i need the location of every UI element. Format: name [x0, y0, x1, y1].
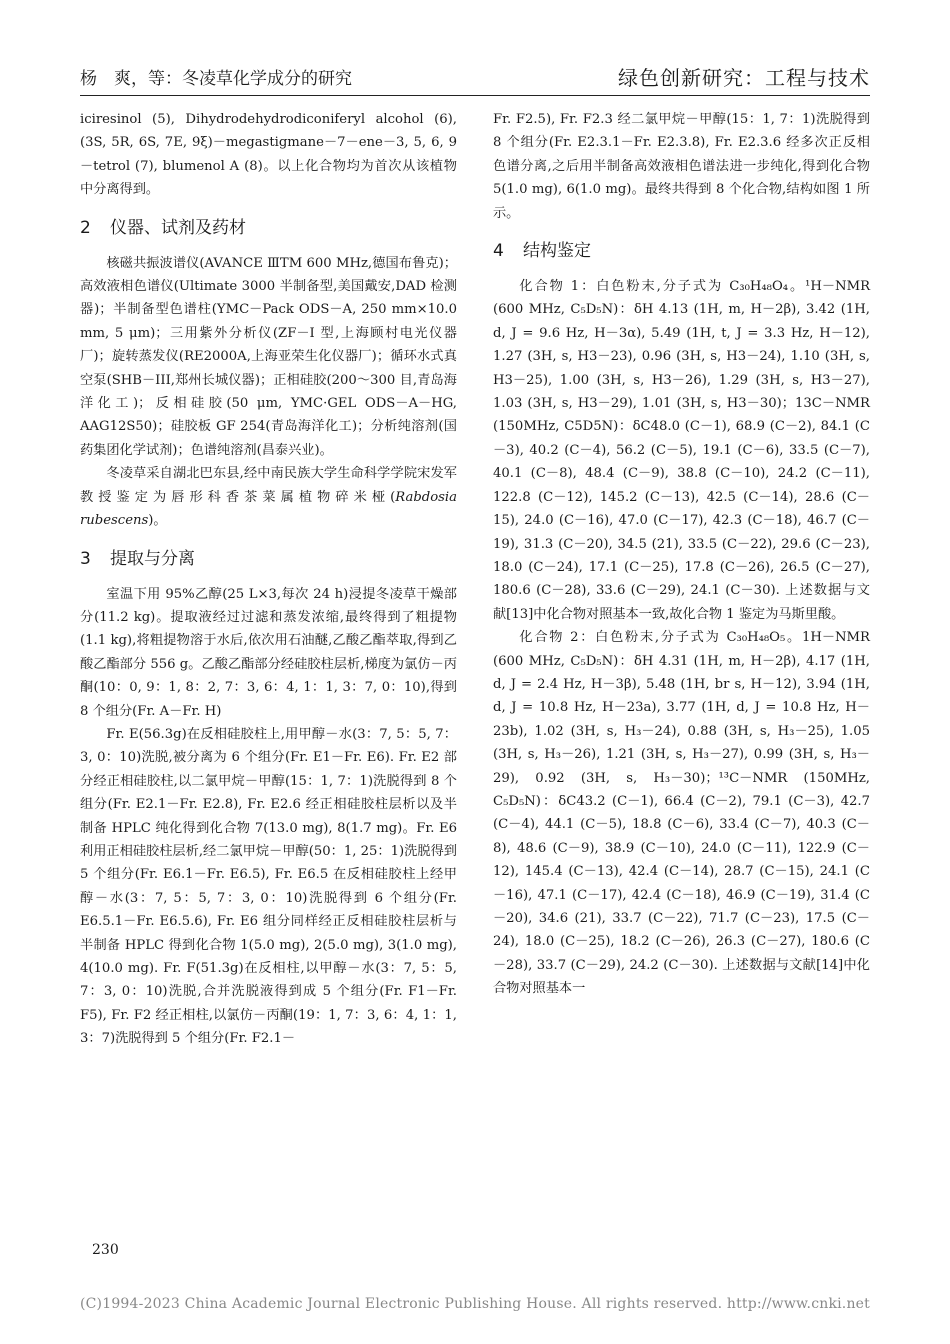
material-text-end: )。 — [148, 513, 167, 529]
running-title: 杨 爽，等：冬凌草化学成分的研究 — [80, 69, 352, 89]
separation-paragraph: Fr. E(56.3g)在反相硅胶柱上,用甲醇－水(3：7, 5：5, 7：3, 0：10)洗脱,被分离为 6 个组分(Fr. E1－Fr. E6). Fr. E2 部分经正相硅胶柱,以二氯甲烷－甲醇(15：1, 7：1)洗脱得到 8 个组分(Fr. E2.1－Fr. E2.8), Fr. E2.6 经正相硅胶柱层析以及半制备 HPLC 纯化得到化合物 7(13.0 mg), 8(1.7 mg)。Fr. E6 利用正相硅胶柱层析,经二氯甲烷－甲醇(50：1, 25：1)洗脱得到 5 个组分(Fr. E6.1－Fr. E6.5), Fr. E6.5 在反相硅胶柱上经甲醇－水(3：7, 5：5, 7：3, 0：10)洗脱得到 6 个组分(Fr. E6.5.1－Fr. E6.5.6), Fr. E6 组分同样经正反相硅胶柱层析与半制备 HPLC 得到化合物 1(5.0 mg), 2(5.0 mg), 3(1.0 mg), 4(10.0 mg). Fr. F(51.3g)在反相柱,以甲醇－水(3：7, 5：5, 7：3, 0：10)洗脱,合并洗脱液得到成 5 个组分(Fr. F1－Fr. F5), Fr. F2 经正相柱,以氯仿－丙酮(19：1, 7：3, 6：4, 1：1, 3：7)洗脱得到 5 个组分(Fr. F2.1－ — [80, 726, 457, 1047]
instruments-paragraph: 核磁共振波谱仪(AVANCE ⅢTM 600 MHz,德国布鲁克)；高效液相色谱仪(Ultimate 3000 半制备型,美国戴安,DAD 检测器)；半制备型色谱柱(YMC－Pack ODS－A, 250 mm×10.0 mm, 5 μm)；三用紫外分析仪(ZF－I 型,上海顾村电光仪器厂)；旋转蒸发仪(RE2000A,上海亚荣生化仪器厂)；循环水式真空泵(SHB－III,郑州长城仪器)；正相硅胶(200～300 目,青岛海洋化工)；反相硅胶(50 μm, YMC·GEL ODS－A－HG, AAG12S50)；硅胶板 GF 254(青岛海洋化工)；分析纯溶剂(国药集团化学试剂)；色谱纯溶剂(昌泰兴业)。 — [80, 255, 457, 458]
intro-paragraph: iciresinol (5), Dihydrodehydrodiconiferyl alcohol (6), (3S, 5R, 6S, 7E, 9ξ)－megastigmane－7－ene－3, 5, 6, 9－tetrol (7), blumenol A (8)。以上化合物均为首次从该植物中分离得到。 — [80, 112, 457, 198]
page-number: 230 — [92, 1242, 119, 1258]
right-column — [493, 108, 870, 1001]
section-title: 仪器、试剂及药材 — [110, 217, 246, 238]
material-text: 冬凌草采自湖北巴东县,经中南民族大学生命科学学院宋发军教授鉴定为唇形科香茶菜属植物碎米桠( — [80, 466, 457, 505]
section-heading-4 — [493, 239, 870, 263]
header-rule — [80, 95, 870, 96]
section-title: 结构鉴定 — [523, 241, 591, 262]
journal-name: 绿色创新研究：工程与技术 — [618, 66, 870, 90]
copyright-notice: (C)1994-2023 China Academic Journal Electronic Publishing House. All rights reserved. http://www.cnki.net — [79, 1296, 870, 1312]
material-paragraph — [80, 462, 457, 532]
section-heading-3 — [80, 547, 457, 571]
compound-1-paragraph: 化合物 1：白色粉末,分子式为 C₃₀H₄₈O₄。¹H－NMR (600 MHz, C₅D₅N)：δH 4.13 (1H, m, H－2β), 3.42 (1H, d, J = 9.6 Hz, H－3α), 5.49 (1H, t, J = 3.3 Hz, H－12), 1.27 (3H, s, H3－23), 0.96 (3H, s, H3－24), 1.10 (3H, s, H3－25), 1.00 (3H, s, H3－26), 1.29 (3H, s, H3－27), 1.03 (3H, s, H3－29), 1.01 (3H, s, H3－30)；13C－NMR (150MHz, C5D5N)：δC48.0 (C－1), 68.9 (C－2), 84.1 (C－3), 40.2 (C－4), 56.2 (C－5), 19.1 (C－6), 33.5 (C－7), 40.1 (C－8), 48.4 (C－9), 38.8 (C－10), 24.2 (C－11), 122.8 (C－12), 145.2 (C－13), 42.5 (C－14), 28.6 (C－15), 24.0 (C－16), 47.0 (C－17), 42.3 (C－18), 46.7 (C－19), 31.3 (C－20), 34.5 (21), 33.5 (C－22), 29.6 (C－23), 18.0 (C－24), 17.1 (C－25), 17.8 (C－26), 26.5 (C－27), 180.6 (C－28), 33.6 (C－29), 24.1 (C－30). 上述数据与文献[13]中化合物对照基本一致,故化合物 1 鉴定为马斯里酸。 — [493, 279, 870, 622]
compound-2-paragraph: 化合物 2：白色粉末,分子式为 C₃₀H₄₈O₅。1H－NMR (600 MHz, C₅D₅N)：δH 4.31 (1H, m, H－2β), 4.17 (1H, d, J = 2.4 Hz, H－3β), 5.48 (1H, br s, H－12), 3.94 (1H, d, J = 10.8 Hz, H－23a), 3.77 (1H, d, J = 10.8 Hz, H－23b), 1.02 (3H, s, H₃－24), 0.88 (3H, s, H₃－25), 1.05 (3H, s, H₃－26), 1.21 (3H, s, H₃－27), 0.99 (3H, s, H₃－29), 0.92 (3H, s, H₃－30)；¹³C－NMR (150MHz, C₅D₅N)：δC43.2 (C－1), 66.4 (C－2), 79.1 (C－3), 42.7 (C－4), 44.1 (C－5), 18.8 (C－6), 33.4 (C－7), 40.3 (C－8), 48.6 (C－9), 38.9 (C－10), 24.0 (C－11), 122.9 (C－12), 145.4 (C－13), 42.4 (C－14), 28.7 (C－15), 24.1 (C－16), 47.1 (C－17), 42.4 (C－18), 46.9 (C－19), 31.4 (C－20), 34.6 (21), 33.7 (C－22), 71.7 (C－23), 17.5 (C－24), 18.0 (C－25), 18.2 (C－26), 26.3 (C－27), 180.6 (C－28), 33.7 (C－29), 24.2 (C－30). 上述数据与文献[14]中化合物对照基本一 — [493, 630, 870, 997]
section-number: 4 — [493, 241, 504, 262]
left-column — [80, 108, 457, 1051]
section-heading-2 — [80, 216, 457, 240]
separation-continued: Fr. F2.5), Fr. F2.3 经二氯甲烷－甲醇(15：1, 7：1)洗脱得到 8 个组分(Fr. E2.3.1－Fr. E2.3.8), Fr. E2.3.6 经多次正反相色谱分离,之后用半制备高效液相色谱法进一步纯化,得到化合物 5(1.0 mg), 6(1.0 mg)。最终共得到 8 个化合物,结构如图 1 所示。 — [493, 112, 870, 221]
section-number: 3 — [80, 548, 91, 569]
section-title: 提取与分离 — [110, 548, 195, 569]
section-number: 2 — [80, 217, 91, 238]
extraction-paragraph: 室温下用 95%乙醇(25 L×3,每次 24 h)浸提冬凌草干燥部分(11.2 kg)。提取液经过过滤和蒸发浓缩,最终得到了粗提物(1.1 kg),将粗提物溶于水后,依次用石油醚,乙酸乙酯萃取,得到乙酸乙酯部分 556 g。乙酸乙酯部分经硅胶柱层析,梯度为氯仿－丙酮(10：0, 9：1, 8：2, 7：3, 6：4, 1：1, 3：7, 0：10),得到 8 个组分(Fr. A－Fr. H) — [80, 586, 457, 719]
latin-name: Rabdosia rubescens — [80, 489, 457, 529]
page-header — [80, 60, 870, 94]
